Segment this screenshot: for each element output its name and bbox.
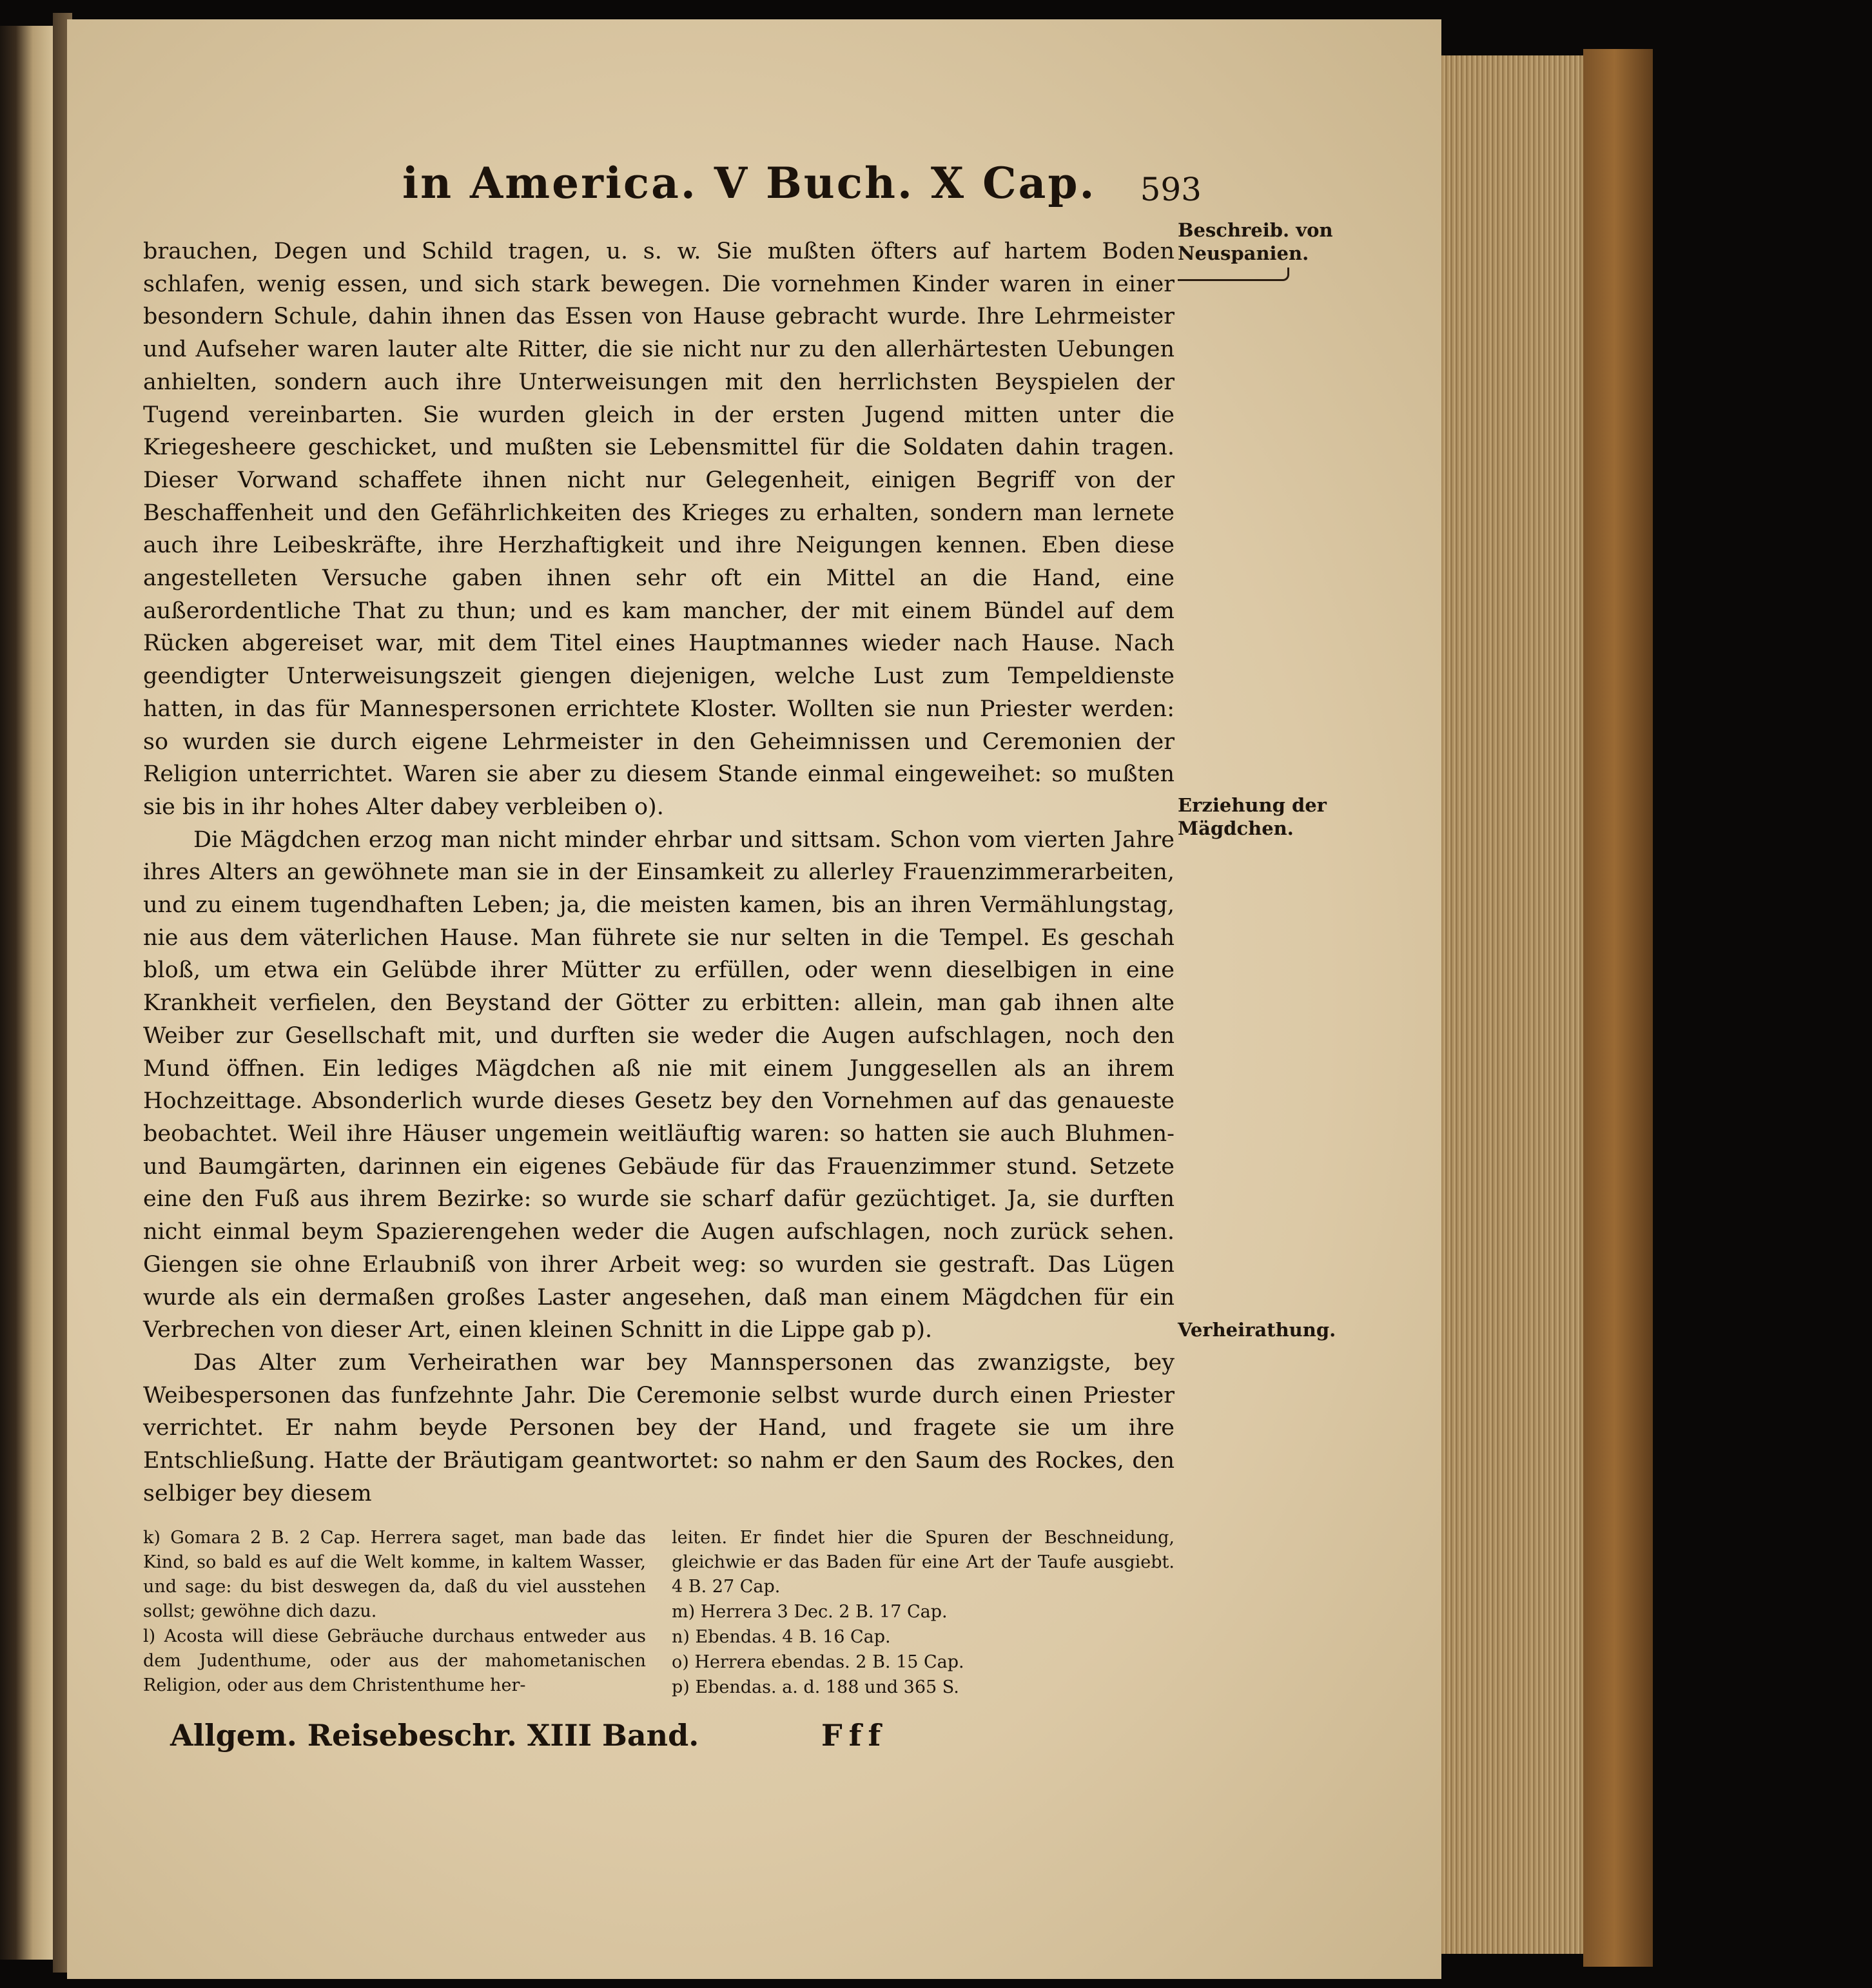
marginal-note xyxy=(1178,219,1339,281)
previous-page-edge xyxy=(0,26,53,1960)
footnote: n) Ebendas. 4 B. 16 Cap. xyxy=(672,1627,891,1647)
running-head: in America. V Buch. X Cap. xyxy=(402,158,1097,208)
footnote: leiten. Er findet hier die Spuren der Beschneidung, gleichwie er das Baden für eine Art der Taufe ausgiebt. 4 B. 27 Cap. xyxy=(672,1528,1175,1597)
footnote: k) Gomara 2 B. 2 Cap. Herrera saget, man bade das Kind, so bald es auf die Welt komme, in kaltem Wasser, und sage: du bist deswegen da, daß du viel ausstehen sollst; gewöhne dich dazu. xyxy=(143,1528,646,1621)
marginal-note xyxy=(1178,1318,1339,1341)
footnotes xyxy=(143,1526,1175,1701)
marginal-note-text: Verheirathung. xyxy=(1178,1319,1336,1341)
book-cover-edge xyxy=(1583,49,1653,1967)
footnotes-left-column xyxy=(143,1526,646,1701)
page-header xyxy=(402,158,1202,222)
signature-mark: Fff xyxy=(821,1718,888,1753)
paragraph: Das Alter zum Verheirathen war bey Mannspersonen das zwanzigste, bey Weibespersonen das funfzehnte Jahr. Die Ceremonie selbst wurde durch einen Priester verrichtet. Er nahm beyde Personen bey der Hand, und fragete sie um ihre Entschließung. Hatte der Bräutigam geantwortet: so nahm er den Saum des Rockes, den selbiger bey diesem xyxy=(143,1349,1175,1506)
footnote: l) Acosta will diese Gebräuche durchaus entweder aus dem Judenthume, oder aus der mahometanischen Religion, oder aus dem Christenthume her- xyxy=(143,1626,646,1695)
footnote: o) Herrera ebendas. 2 B. 15 Cap. xyxy=(672,1652,964,1672)
marginal-note-text: Beschreib. von Neuspanien. xyxy=(1178,219,1333,264)
brace-icon xyxy=(1178,268,1289,281)
volume-title: Allgem. Reisebeschr. XIII Band. xyxy=(170,1718,699,1753)
page-block-edges xyxy=(1425,55,1588,1954)
paragraph: brauchen, Degen und Schild tragen, u. s. w. Sie mußten öfters auf hartem Boden schlafen, wenig essen, und sich stark bewegen. Die vornehmen Kinder waren in einer besondern Schule, dahin ihnen das Essen von Hause gebracht wurde. Ihre Lehrmeister und Aufseher waren lauter alte Ritter, die sie nicht nur zu den allerhärtesten Uebungen anhielten, sondern auch ihre Unterweisungen mit den herrlichsten Beyspielen der Tugend vereinbarten. Sie wurden gleich in der ersten Jugend mitten unter die Kriegesheere geschicket, und mußten sie Lebensmittel für die Soldaten dahin tragen. Dieser Vorwand schaffete ihnen nicht nur Gelegenheit, einigen Begriff von der Beschaffenheit und den Gefährlichkeiten des Krieges zu erhalten, sondern man lernete auch ihre Leibeskräfte, ihre Herzhaftigkeit und ihre Neigungen kennen. Eben diese angestelleten Versuche gaben ihnen sehr oft ein Mittel an die Hand, eine außerordentliche That zu thun; und es kam mancher, der mit einem Bündel auf dem Rücken abgereiset war, mit dem Titel eines Hauptmannes wieder nach Hause. Nach geendigter Unterweisungszeit giengen diejenigen, welche Lust zum Tempeldienste hatten, in das für Mannespersonen errichtete Kloster. Wollten sie nun Priester werden: so wurden sie durch eigene Lehrmeister in den Geheimnissen und Ceremonien der Religion unterrichtet. Waren sie aber zu diesem Stande einmal eingeweihet: so mußten sie bis in ihr hohes Alter dabey verbleiben o). xyxy=(143,239,1175,820)
book-page xyxy=(67,19,1441,1979)
page-number: 593 xyxy=(1140,171,1202,208)
footnote: p) Ebendas. a. d. 188 und 365 S. xyxy=(672,1677,959,1697)
footnote: m) Herrera 3 Dec. 2 B. 17 Cap. xyxy=(672,1602,948,1622)
body-text xyxy=(143,235,1175,1510)
marginal-note-text: Erziehung der Mägdchen. xyxy=(1178,794,1327,839)
signature-line xyxy=(170,1718,944,1757)
footnotes-right-column xyxy=(672,1526,1175,1701)
paragraph: Die Mägdchen erzog man nicht minder ehrbar und sittsam. Schon vom vierten Jahre ihres Alters an gewöhnete man sie in der Einsamkeit zu allerley Frauenzimmerarbeiten, und zu einem tugendhaften Leben; ja, die meisten kamen, bis an ihren Vermählungstag, nie aus dem väterlichen Hause. Man führete sie nur selten in die Tempel. Es geschah bloß, um etwa ein Gelübde ihrer Mütter zu erfüllen, oder wenn dieselbigen in eine Krankheit verfielen, den Beystand der Götter zu erbitten: allein, man gab ihnen alte Weiber zur Gesellschaft mit, und durften sie weder die Augen aufschlagen, noch den Mund öffnen. Ein lediges Mägdchen aß nie mit einem Junggesellen als an ihrem Hochzeittage. Absonderlich wurde dieses Gesetz bey den Vornehmen auf das genaueste beobachtet. Weil ihre Häuser ungemein weitläuftig waren: so hatten sie auch Bluhmen- und Baumgärten, darinnen ein eigenes Gebäude für das Frauenzimmer stund. Setzete eine den Fuß aus ihrem Bezirke: so wurde sie scharf dafür gezüchtiget. Ja, sie durften nicht einmal beym Spazierengehen weder die Augen aufschlagen, noch zurück sehen. Giengen sie ohne Erlaubniß von ihrer Arbeit weg: so wurden sie gestraft. Das Lügen wurde als ein dermaßen großes Laster angesehen, daß man einem Mägdchen für ein Verbrechen von dieser Art, einen kleinen Schnitt in die Lippe gab p). xyxy=(143,826,1175,1343)
marginal-note xyxy=(1178,794,1339,840)
